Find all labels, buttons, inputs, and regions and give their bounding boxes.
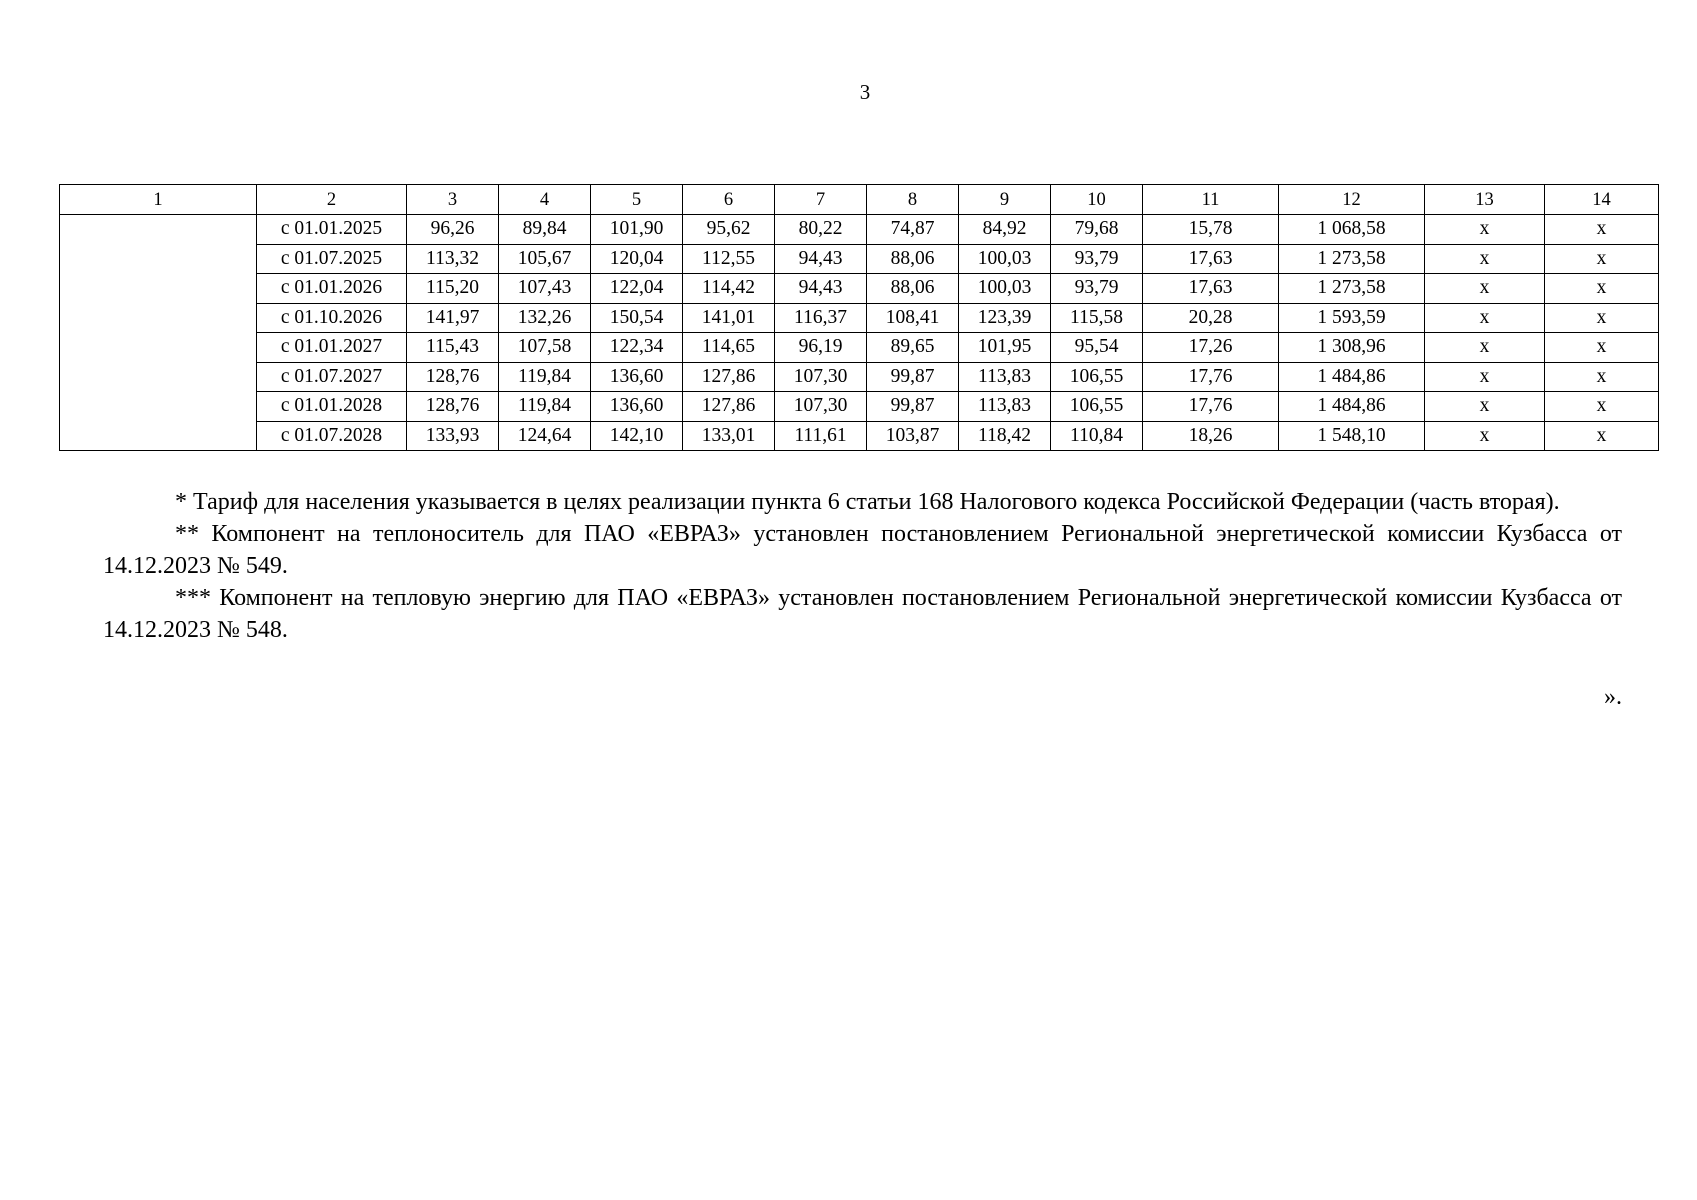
value-cell: х <box>1425 392 1545 422</box>
table-row <box>60 303 1659 333</box>
value-cell: 141,97 <box>407 303 499 333</box>
value-cell: 128,76 <box>407 362 499 392</box>
table-row <box>60 333 1659 363</box>
value-cell: 89,65 <box>867 333 959 363</box>
period-cell: с 01.01.2026 <box>257 274 407 304</box>
value-cell: х <box>1545 303 1659 333</box>
period-cell: с 01.07.2027 <box>257 362 407 392</box>
value-cell: х <box>1545 274 1659 304</box>
value-cell: 101,95 <box>959 333 1051 363</box>
period-cell: с 01.01.2025 <box>257 215 407 245</box>
header-cell: 10 <box>1051 185 1143 215</box>
value-cell: х <box>1545 421 1659 451</box>
value-cell: 141,01 <box>683 303 775 333</box>
table-row <box>60 421 1659 451</box>
value-cell: 113,32 <box>407 244 499 274</box>
value-cell: 17,76 <box>1143 392 1279 422</box>
value-cell: 142,10 <box>591 421 683 451</box>
header-cell: 2 <box>257 185 407 215</box>
value-cell: 88,06 <box>867 244 959 274</box>
value-cell: 111,61 <box>775 421 867 451</box>
value-cell: 122,34 <box>591 333 683 363</box>
value-cell: х <box>1425 421 1545 451</box>
value-cell: 18,26 <box>1143 421 1279 451</box>
value-cell: 133,01 <box>683 421 775 451</box>
value-cell: 94,43 <box>775 274 867 304</box>
value-cell: 93,79 <box>1051 274 1143 304</box>
value-cell: х <box>1425 362 1545 392</box>
value-cell: 99,87 <box>867 362 959 392</box>
period-cell: с 01.10.2026 <box>257 303 407 333</box>
value-cell: 127,86 <box>683 362 775 392</box>
value-cell: 96,26 <box>407 215 499 245</box>
value-cell: х <box>1425 333 1545 363</box>
value-cell: 128,76 <box>407 392 499 422</box>
table-header <box>60 185 1659 215</box>
value-cell: 1 273,58 <box>1279 274 1425 304</box>
header-cell: 7 <box>775 185 867 215</box>
tariff-table <box>59 184 1659 451</box>
page-number: 3 <box>859 80 871 104</box>
header-cell: 3 <box>407 185 499 215</box>
value-cell: 122,04 <box>591 274 683 304</box>
header-cell: 13 <box>1425 185 1545 215</box>
footnotes <box>103 486 1622 646</box>
value-cell: 17,63 <box>1143 244 1279 274</box>
value-cell: 107,30 <box>775 362 867 392</box>
value-cell: 150,54 <box>591 303 683 333</box>
value-cell: 113,83 <box>959 362 1051 392</box>
value-cell: 120,04 <box>591 244 683 274</box>
value-cell: 80,22 <box>775 215 867 245</box>
value-cell: 107,43 <box>499 274 591 304</box>
value-cell: 99,87 <box>867 392 959 422</box>
value-cell: 106,55 <box>1051 362 1143 392</box>
value-cell: х <box>1425 215 1545 245</box>
value-cell: 93,79 <box>1051 244 1143 274</box>
value-cell: х <box>1545 362 1659 392</box>
value-cell: 1 484,86 <box>1279 392 1425 422</box>
value-cell: 114,42 <box>683 274 775 304</box>
value-cell: 115,58 <box>1051 303 1143 333</box>
period-cell: с 01.07.2025 <box>257 244 407 274</box>
value-cell: 110,84 <box>1051 421 1143 451</box>
header-cell: 6 <box>683 185 775 215</box>
value-cell: 100,03 <box>959 244 1051 274</box>
header-cell: 8 <box>867 185 959 215</box>
value-cell: 95,62 <box>683 215 775 245</box>
footnote-coolant-component: ** Компонент на теплоноситель для ПАО «ЕВРАЗ» установлен постановлением Региональной энергетической комиссии Кузбасса от 14.12.2023 № 549. <box>103 521 1622 579</box>
value-cell: 124,64 <box>499 421 591 451</box>
value-cell: 88,06 <box>867 274 959 304</box>
value-cell: х <box>1425 244 1545 274</box>
table-row <box>60 392 1659 422</box>
header-cell: 12 <box>1279 185 1425 215</box>
value-cell: 17,26 <box>1143 333 1279 363</box>
merged-empty-cell <box>60 215 257 451</box>
value-cell: х <box>1545 215 1659 245</box>
value-cell: 1 548,10 <box>1279 421 1425 451</box>
value-cell: 107,58 <box>499 333 591 363</box>
value-cell: 132,26 <box>499 303 591 333</box>
value-cell: х <box>1425 274 1545 304</box>
value-cell: 116,37 <box>775 303 867 333</box>
value-cell: 1 308,96 <box>1279 333 1425 363</box>
value-cell: 103,87 <box>867 421 959 451</box>
header-cell: 1 <box>60 185 257 215</box>
value-cell: 107,30 <box>775 392 867 422</box>
value-cell: 1 484,86 <box>1279 362 1425 392</box>
table-row <box>60 244 1659 274</box>
value-cell: 89,84 <box>499 215 591 245</box>
value-cell: 100,03 <box>959 274 1051 304</box>
footnote-heat-energy-component: *** Компонент на тепловую энергию для ПАО «ЕВРАЗ» установлен постановлением Региональной энергетической комиссии Кузбасса от 14.12.2023 № 548. <box>103 585 1622 643</box>
header-cell: 9 <box>959 185 1051 215</box>
value-cell: х <box>1545 333 1659 363</box>
value-cell: 106,55 <box>1051 392 1143 422</box>
value-cell: 127,86 <box>683 392 775 422</box>
value-cell: 101,90 <box>591 215 683 245</box>
period-cell: с 01.01.2027 <box>257 333 407 363</box>
value-cell: 95,54 <box>1051 333 1143 363</box>
value-cell: 96,19 <box>775 333 867 363</box>
closing-quote-mark: ». <box>1604 684 1622 710</box>
value-cell: 17,63 <box>1143 274 1279 304</box>
header-cell: 5 <box>591 185 683 215</box>
table-row <box>60 215 1659 245</box>
value-cell: 17,76 <box>1143 362 1279 392</box>
header-cell: 11 <box>1143 185 1279 215</box>
header-row <box>60 185 1659 215</box>
header-cell: 14 <box>1545 185 1659 215</box>
value-cell: 115,43 <box>407 333 499 363</box>
value-cell: х <box>1545 392 1659 422</box>
table-row <box>60 362 1659 392</box>
footnote-population-tariff: * Тариф для населения указывается в целях реализации пункта 6 статьи 168 Налогового кодекса Российской Федерации (часть вторая). <box>175 489 1560 515</box>
value-cell: 136,60 <box>591 362 683 392</box>
value-cell: 84,92 <box>959 215 1051 245</box>
value-cell: 119,84 <box>499 362 591 392</box>
value-cell: 114,65 <box>683 333 775 363</box>
value-cell: 136,60 <box>591 392 683 422</box>
value-cell: 123,39 <box>959 303 1051 333</box>
value-cell: 74,87 <box>867 215 959 245</box>
period-cell: с 01.01.2028 <box>257 392 407 422</box>
period-cell: с 01.07.2028 <box>257 421 407 451</box>
value-cell: х <box>1545 244 1659 274</box>
value-cell: 112,55 <box>683 244 775 274</box>
value-cell: 1 593,59 <box>1279 303 1425 333</box>
value-cell: 119,84 <box>499 392 591 422</box>
value-cell: 108,41 <box>867 303 959 333</box>
value-cell: 15,78 <box>1143 215 1279 245</box>
table-row <box>60 274 1659 304</box>
value-cell: 133,93 <box>407 421 499 451</box>
value-cell: 118,42 <box>959 421 1051 451</box>
value-cell: 1 068,58 <box>1279 215 1425 245</box>
value-cell: 105,67 <box>499 244 591 274</box>
value-cell: 79,68 <box>1051 215 1143 245</box>
value-cell: 20,28 <box>1143 303 1279 333</box>
header-cell: 4 <box>499 185 591 215</box>
table-body <box>60 215 1659 451</box>
value-cell: 113,83 <box>959 392 1051 422</box>
value-cell: 94,43 <box>775 244 867 274</box>
value-cell: 115,20 <box>407 274 499 304</box>
value-cell: х <box>1425 303 1545 333</box>
value-cell: 1 273,58 <box>1279 244 1425 274</box>
